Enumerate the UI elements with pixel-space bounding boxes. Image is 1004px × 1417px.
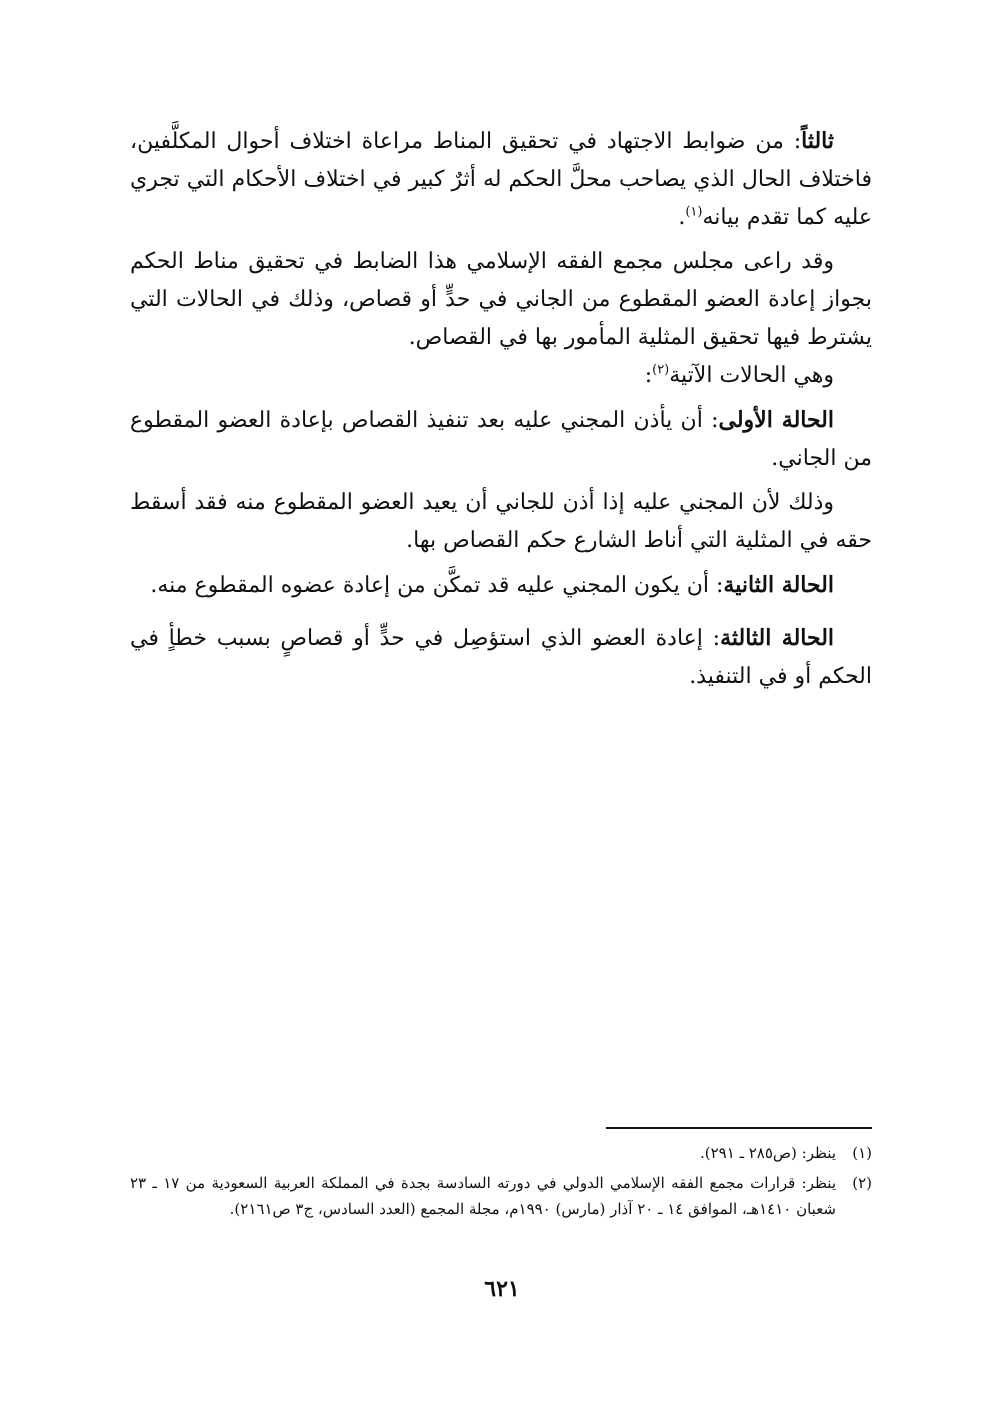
paragraph-case-1-reason: وذلك لأن المجني عليه إذا أذن للجاني أن يعيد العضو المقطوع منه فقد أسقط حقه في المثلية التي أناط الشارع حكم القصاص بها. <box>130 490 872 553</box>
paragraph-end: . <box>678 205 686 230</box>
footnote-ref-1[interactable]: (١) <box>685 204 703 220</box>
paragraph-lead: ثالثاً <box>801 128 834 154</box>
paragraph-case-1 <box>130 401 872 478</box>
paragraph-council: وقد راعى مجلس مجمع الفقه الإسلامي هذا الضابط في تحقيق مناط الحكم بجواز إعادة العضو المقطوع من الجاني في حدٍّ أو قصاص، وذلك في الحالات التي يشترط فيها تحقيق المثلية المأمور بها في القصاص. <box>130 249 872 350</box>
footnote-1 <box>130 1140 872 1166</box>
paragraph-thalithan <box>130 122 872 237</box>
footnote-2 <box>130 1170 872 1222</box>
page-number: ٦٢١ <box>484 1276 520 1302</box>
case-3-heading: الحالة الثالثة <box>720 625 835 651</box>
case-3-text: : إعادة العضو الذي استؤصِل في حدٍّ أو قصاصٍ بسبب خطأٍ في الحكم أو في التنفيذ. <box>130 626 872 689</box>
paragraph-text: وهي الحالات الآتية <box>669 363 834 388</box>
main-text <box>130 122 872 696</box>
paragraph-case-2 <box>130 566 872 605</box>
case-2-heading: الحالة الثانية <box>723 572 834 598</box>
paragraph-cases-intro <box>130 357 872 395</box>
footnote-text: ينظر: قرارات مجمع الفقه الإسلامي الدولي في دورته السادسة بجدة في المملكة العربية السعودية من ١٧ ـ ٢٣ شعبان ١٤١٠هـ، الموافق ١٤ ـ ٢٠ آذار (مارس) ١٩٩٠م، مجلة المجمع (العدد السادس، ج٣ ص٢١٦١). <box>130 1174 836 1218</box>
footnote-separator <box>606 1127 872 1129</box>
footnotes <box>130 1140 872 1226</box>
footnote-number: (١) <box>852 1144 872 1162</box>
case-1-text: : أن يأذن المجني عليه بعد تنفيذ القصاص بإعادة العضو المقطوع من الجاني. <box>130 408 872 471</box>
case-2-text: : أن يكون المجني عليه قد تمكَّن من إعادة عضوه المقطوع منه. <box>150 573 724 598</box>
footnote-text: ينظر: (ص٢٨٥ ـ ٢٩١). <box>700 1144 836 1162</box>
paragraph-case-3 <box>130 619 872 696</box>
paragraph-text: : من ضوابط الاجتهاد في تحقيق المناط مراعاة اختلاف أحوال المكلَّفين، فاختلاف الحال الذي يصاحب محلَّ الحكم له أثرٌ كبير في اختلاف الأحكام التي تجري عليه كما تقدم بيانه <box>130 129 872 230</box>
paragraph-end: : <box>644 363 653 388</box>
case-1-heading: الحالة الأولى <box>718 407 834 433</box>
footnote-number: (٢) <box>852 1174 872 1192</box>
footnote-ref-2[interactable]: (٢) <box>652 362 670 378</box>
